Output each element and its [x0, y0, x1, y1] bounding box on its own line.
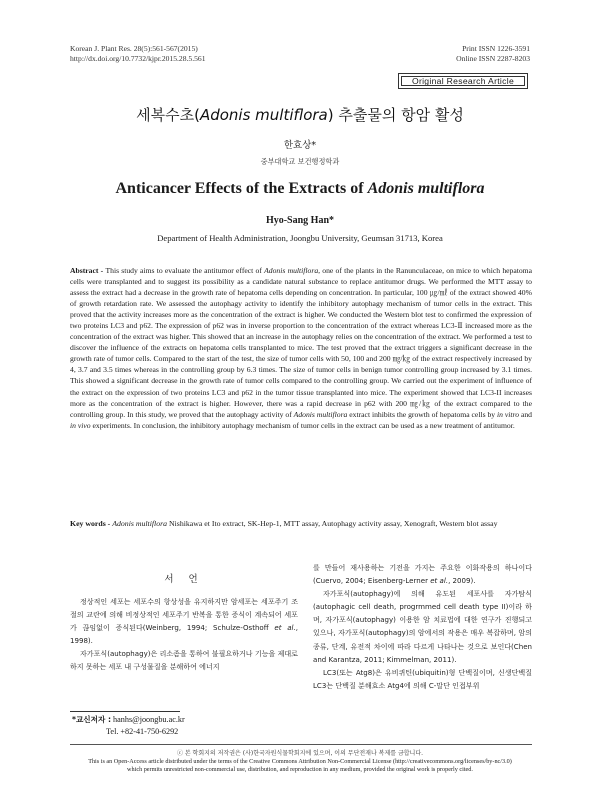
- print-issn: Print ISSN 1226-3591: [462, 44, 530, 53]
- footnote-email[interactable]: hanhs@joongbu.ac.kr: [111, 715, 185, 724]
- doi-link[interactable]: http://dx.doi.org/10.7732/kjpr.2015.28.5.561: [70, 54, 206, 63]
- footnote-rule: [70, 711, 180, 712]
- footer-rule: [70, 744, 532, 745]
- intro-paragraph: [70, 595, 298, 647]
- abstract-in-vitro: in vitro: [497, 409, 520, 419]
- license-notice: [55, 758, 545, 774]
- keywords-label: Key words: [70, 519, 106, 528]
- abstract-text: extract inhibits the growth of hepatoma cells by: [347, 409, 498, 419]
- online-issn: Online ISSN 2287-8203: [456, 54, 530, 63]
- article-type-badge: [398, 73, 528, 89]
- abstract-text: , one of the plants in the Ranunculaceae, on mice to which hepatoma cells were transplanted and to suggest its possibility as a candidate natural substance to replace antitumor drugs. We performed the MTT assay to assess the extract had a decrease in the growth rate of hepatoma cells depending on concentration. In particular, 100 ㎍/㎖ of the extract showed 40% of growth retardation rate. We assessed the autophagy activity to identify the inhibitory autophagy mechanism of tumor cells in the extract. This proved that the activity increases more as the concentration of the extract is higher. We conducted the Western blot test to confirmed the expression of two proteins LC3 and p62. The expression of p62 was in inverse proportion to the concentration of the extract whereas LC3-Ⅱ increased more as the concentration of the extract was higher. This showed that an increase in the autophagy relies on the concentration of the extract. We performed a test to discover the influence of the extracts on hepatoma cells transplanted to mice. The test proved that the extract triggers a significant decrease in the growth rate of tumor cells. Compared to the start of the test, the size of tumor cells with 50, 100 and 200 ㎎/㎏ of the extract respectively increased by 4, 3.7 and 3.5 times whereas in the controlling group by 6.3 times. The size of tumor cells in benign tumor controlling group increased by 3.1 times. This showed a significant decrease in the growth rate of tumor cells compared to the controlling group. We carried out the experiment of influence of the extract on the expression of two proteins LC3 and p62 in the tumor tissue transplanted into mice. The experiment showed that LC3-II increases more as the concentration of the extract is higher. However, there was a rapid decrease in p62 with 200 ㎎/㎏ of the extract compared to the controlling group. In this study, we proved that the autophagy activity of: [70, 266, 533, 419]
- abstract-label: Abstract: [70, 266, 99, 275]
- english-title-part: Anticancer Effects of the Extracts of: [115, 180, 368, 197]
- korean-title-part: ) 추출물의 항암 활성: [327, 106, 464, 124]
- english-author: Hyo-Sang Han*: [265, 215, 335, 226]
- footnote-label: *교신저자 :: [72, 715, 111, 724]
- english-title: [0, 180, 600, 198]
- copyright-notice: ⓒ 본 학회지의 저작권은 (사)한국자원식물학회지에 있으며, 이의 무단전재나 복제를 금합니다.: [176, 750, 424, 757]
- journal-citation: Korean J. Plant Res. 28(5):561-567(2015): [70, 44, 198, 53]
- abstract-species: Adonis multiflora: [293, 409, 348, 419]
- intro-paragraph: 자가포식(autophagy)에 의해 유도된 세포사를 자가탐식(autophagic cell death, progrmmed cell death type II)이라 하며, 자가포식(autophagy) 이용한 암 치료법에 대한 연구가 진행되고 있으나, 자가포식(autophagy)의 암에서의 작용은 매우 복잡하며, 암의 종류, 단계, 유전적 차이에 따라 다르게 나타나는 것으로 보인다(Chen and Karantza, 2011; Kimmelman, 2011).: [313, 589, 532, 664]
- abstract-species: Adonis multiflora: [264, 266, 319, 275]
- korean-title: [0, 104, 600, 125]
- english-affiliation: Department of Health Administration, Joongbu University, Geumsan 31713, Korea: [157, 233, 443, 243]
- license-line: This is an Open-Access article distributed under the terms of the Creative Commons Attribution Non-Commercial License (http://creativecommons.org/licenses/by-nc/3.0): [88, 758, 512, 765]
- intro-text: 정상적인 세포는 세포수의 항상성을 유지하지만 암세포는 세포주기 조절의 교란에 의해 비정상적인 세포주기 반복을 통한 증식이 계속되어 세포가 끊임없이 증식된다(Weinberg, 1994; Schulze-Osthoff: [70, 597, 298, 633]
- korean-affiliation: 중부대학교 보건행정학과: [260, 157, 340, 166]
- korean-title-species: Adonis multiflora: [199, 106, 328, 124]
- intro-text: , 2009).: [448, 576, 476, 586]
- footnote-tel: Tel. +82-41-750-6292: [106, 727, 179, 736]
- korean-title-part: 세복수초(: [136, 106, 200, 124]
- keywords: [70, 518, 532, 530]
- intro-etal: et al.: [430, 576, 449, 586]
- intro-paragraph: 자가포식(autophagy)은 리소좀을 통하여 불필요하거나 기능을 제대로 하지 못하는 세포 내 구성물질을 분해하여 에너지: [70, 649, 298, 672]
- intro-paragraph: LC3(또는 Atg8)은 유비퀴틴(ubiquitin)형 단백질이며, 신생단백질 LC3는 단백질 분해효소 Atg4에 의해 C-말단 인접부위: [313, 667, 532, 690]
- intro-text: 를 만들어 재사용하는 기전을 가지는 주요한 이화작용의 하나이다(Cuervo, 2004; Eisenberg-Lerner: [313, 563, 532, 586]
- abstract-text: experiments. In conclusion, the inhibitory autophagy mechanism of tumor cells in the extract can be used as a new treatment of antitumor.: [90, 420, 515, 430]
- intro-heading: 서 언: [164, 574, 204, 585]
- corresponding-author-footnote: [72, 714, 185, 738]
- keywords-text: Nishikawa et Ito extract, SK-Hep-1, MTT assay, Autophagy activity assay, Xenograft, Western blot assay: [167, 519, 498, 528]
- footnote-email-line: [72, 714, 185, 726]
- abstract-text: This study aims to evaluate the antitumor effect of: [105, 266, 265, 275]
- intro-left-column: [70, 595, 298, 674]
- article-type-label: Original Research Article: [411, 76, 515, 86]
- issn-block: [456, 44, 530, 64]
- journal-header: [70, 44, 206, 64]
- keywords-sep: -: [105, 519, 113, 528]
- intro-text: , 1998).: [70, 623, 299, 646]
- badge-inner-border: [401, 76, 525, 86]
- korean-author: 한효상*: [283, 140, 317, 151]
- abstract: [70, 265, 532, 431]
- abstract-sep: -: [98, 266, 106, 275]
- abstract-in-vivo: in vivo: [70, 420, 91, 430]
- abstract-text: and: [519, 409, 532, 419]
- license-line: which permits unrestricted non-commercial use, distribution, and reproduction in any medium, provided the original work is properly cited.: [127, 766, 473, 773]
- intro-etal: et al.: [274, 623, 296, 633]
- intro-paragraph: [313, 561, 532, 587]
- english-title-species: Adonis multiflora: [367, 180, 485, 197]
- keywords-species: Adonis multiflora: [112, 519, 168, 528]
- intro-right-column: [313, 561, 532, 692]
